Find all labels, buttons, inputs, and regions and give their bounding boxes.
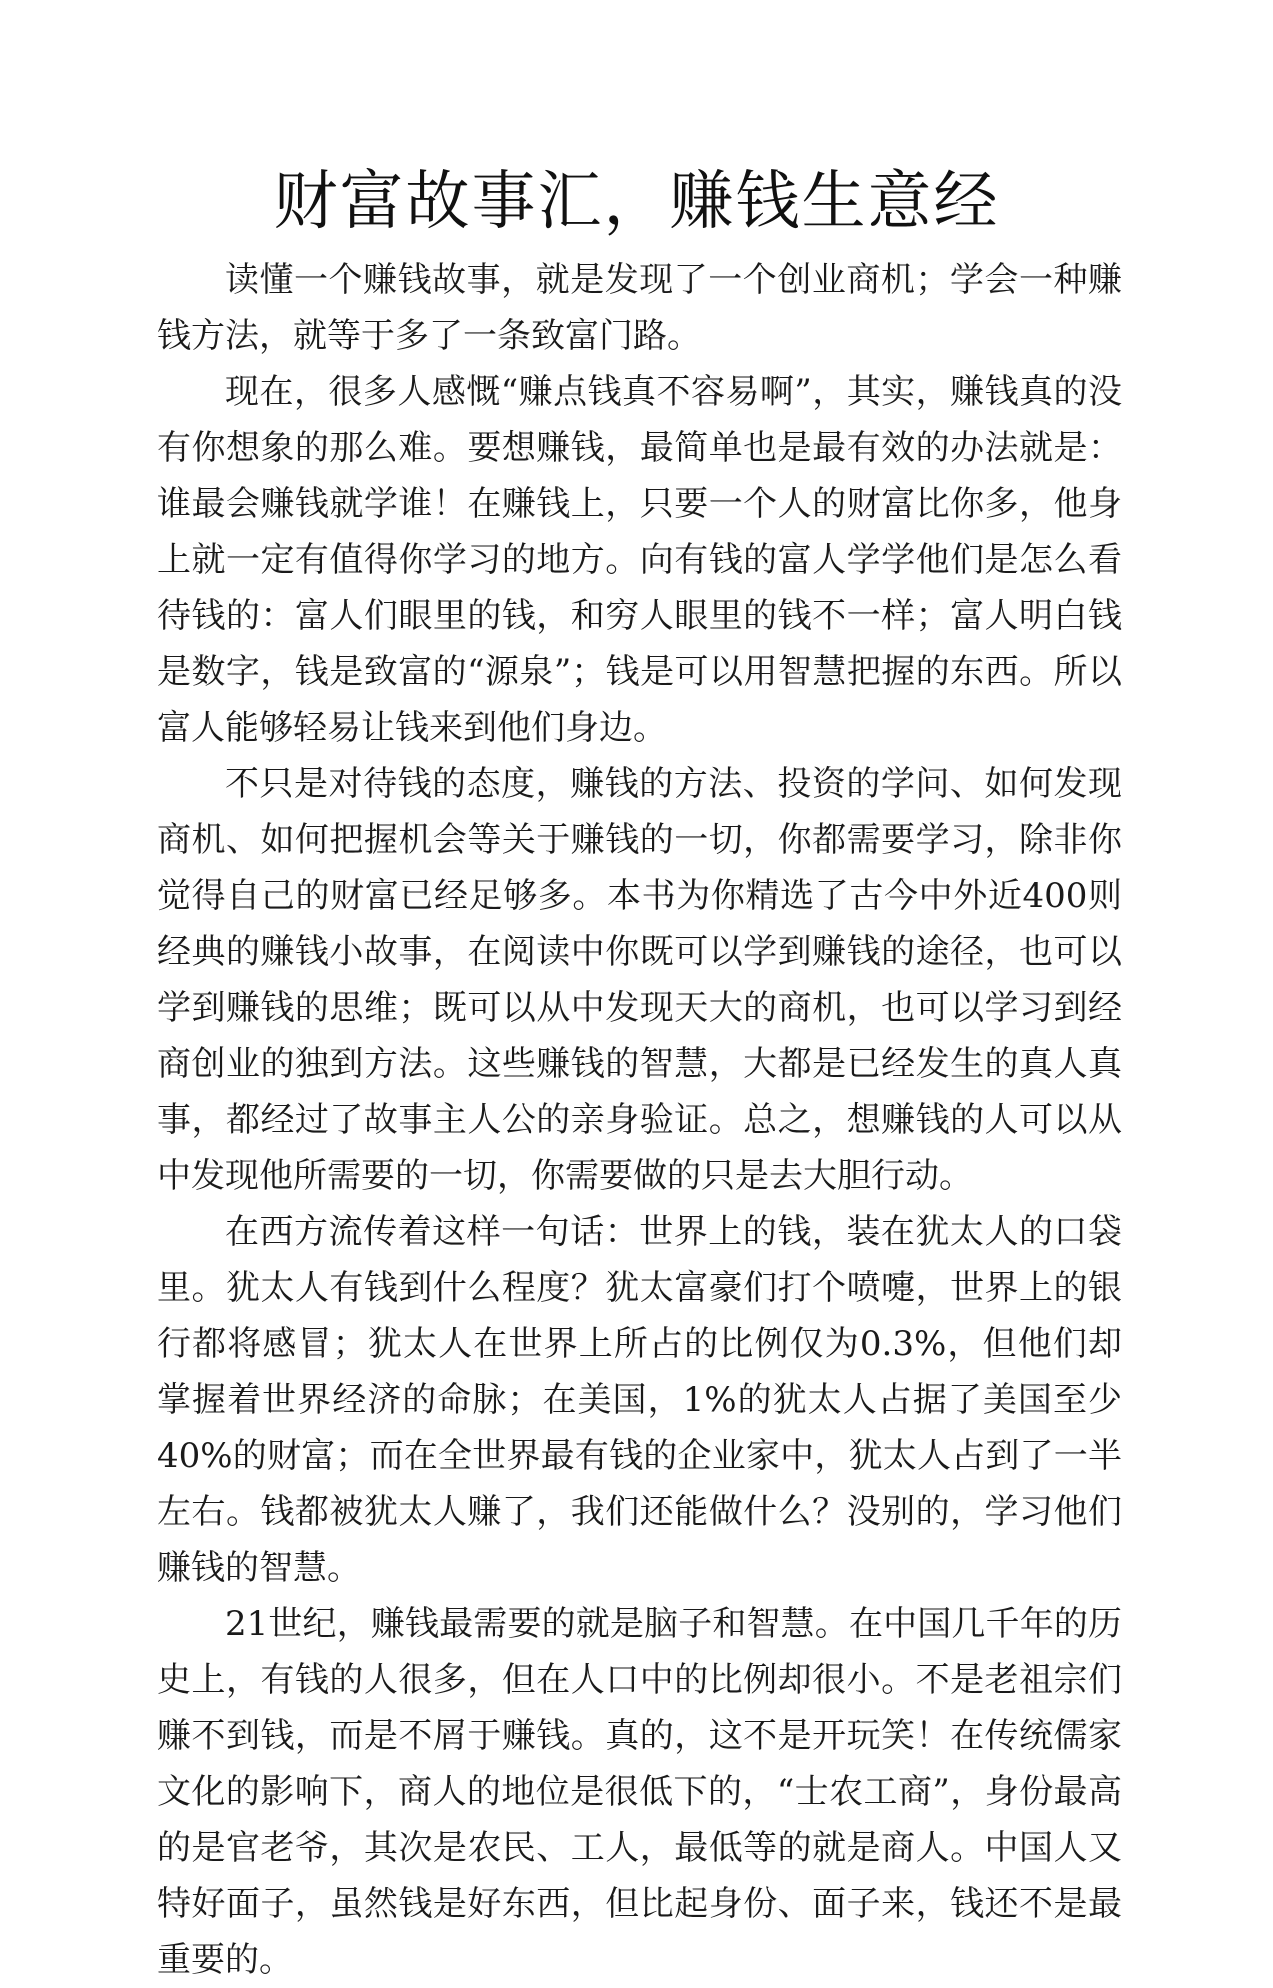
paragraph-2: 现在，很多人感慨“赚点钱真不容易啊”，其实，赚钱真的没有你想象的那么难。要想赚钱，最简单也是最有效的办法就是：谁最会赚钱就学谁！在赚钱上，只要一个人的财富比你多，他身上就一定有值得你学习的地方。向有钱的富人学学他们是怎么看待钱的：富人们眼里的钱，和穷人眼里的钱不一样；富人明白钱是数字，钱是致富的“源泉”；钱是可以用智慧把握的东西。所以富人能够轻易让钱来到他们身边。 — [157, 372, 1122, 748]
body-text — [157, 252, 1122, 1988]
paragraph-1: 读懂一个赚钱故事，就是发现了一个创业商机；学会一种赚钱方法，就等于多了一条致富门路。 — [157, 260, 1122, 356]
page-title: 财富故事汇，赚钱生意经 — [273, 165, 1000, 239]
paragraph-5: 21世纪，赚钱最需要的就是脑子和智慧。在中国几千年的历史上，有钱的人很多，但在人口中的比例却很小。不是老祖宗们赚不到钱，而是不屑于赚钱。真的，这不是开玩笑！在传统儒家文化的影响下，商人的地位是很低下的，“士农工商”，身份最高的是官老爷，其次是农民、工人，最低等的就是商人。中国人又特好面子，虽然钱是好东西，但比起身份、面子来，钱还不是最重要的。 — [157, 1604, 1122, 1980]
paragraph-3: 不只是对待钱的态度，赚钱的方法、投资的学问、如何发现商机、如何把握机会等关于赚钱的一切，你都需要学习，除非你觉得自己的财富已经足够多。本书为你精选了古今中外近400则经典的赚钱小故事，在阅读中你既可以学到赚钱的途径，也可以学到赚钱的思维；既可以从中发现天大的商机，也可以学习到经商创业的独到方法。这些赚钱的智慧，大都是已经发生的真人真事，都经过了故事主人公的亲身验证。总之，想赚钱的人可以从中发现他所需要的一切，你需要做的只是去大胆行动。 — [157, 764, 1122, 1196]
paragraph-4: 在西方流传着这样一句话：世界上的钱，装在犹太人的口袋里。犹太人有钱到什么程度？犹太富豪们打个喷嚏，世界上的银行都将感冒；犹太人在世界上所占的比例仅为0.3%，但他们却掌握着世界经济的命脉；在美国，1%的犹太人占据了美国至少40%的财富；而在全世界最有钱的企业家中，犹太人占到了一半左右。钱都被犹太人赚了，我们还能做什么？没别的，学习他们赚钱的智慧。 — [157, 1212, 1122, 1588]
